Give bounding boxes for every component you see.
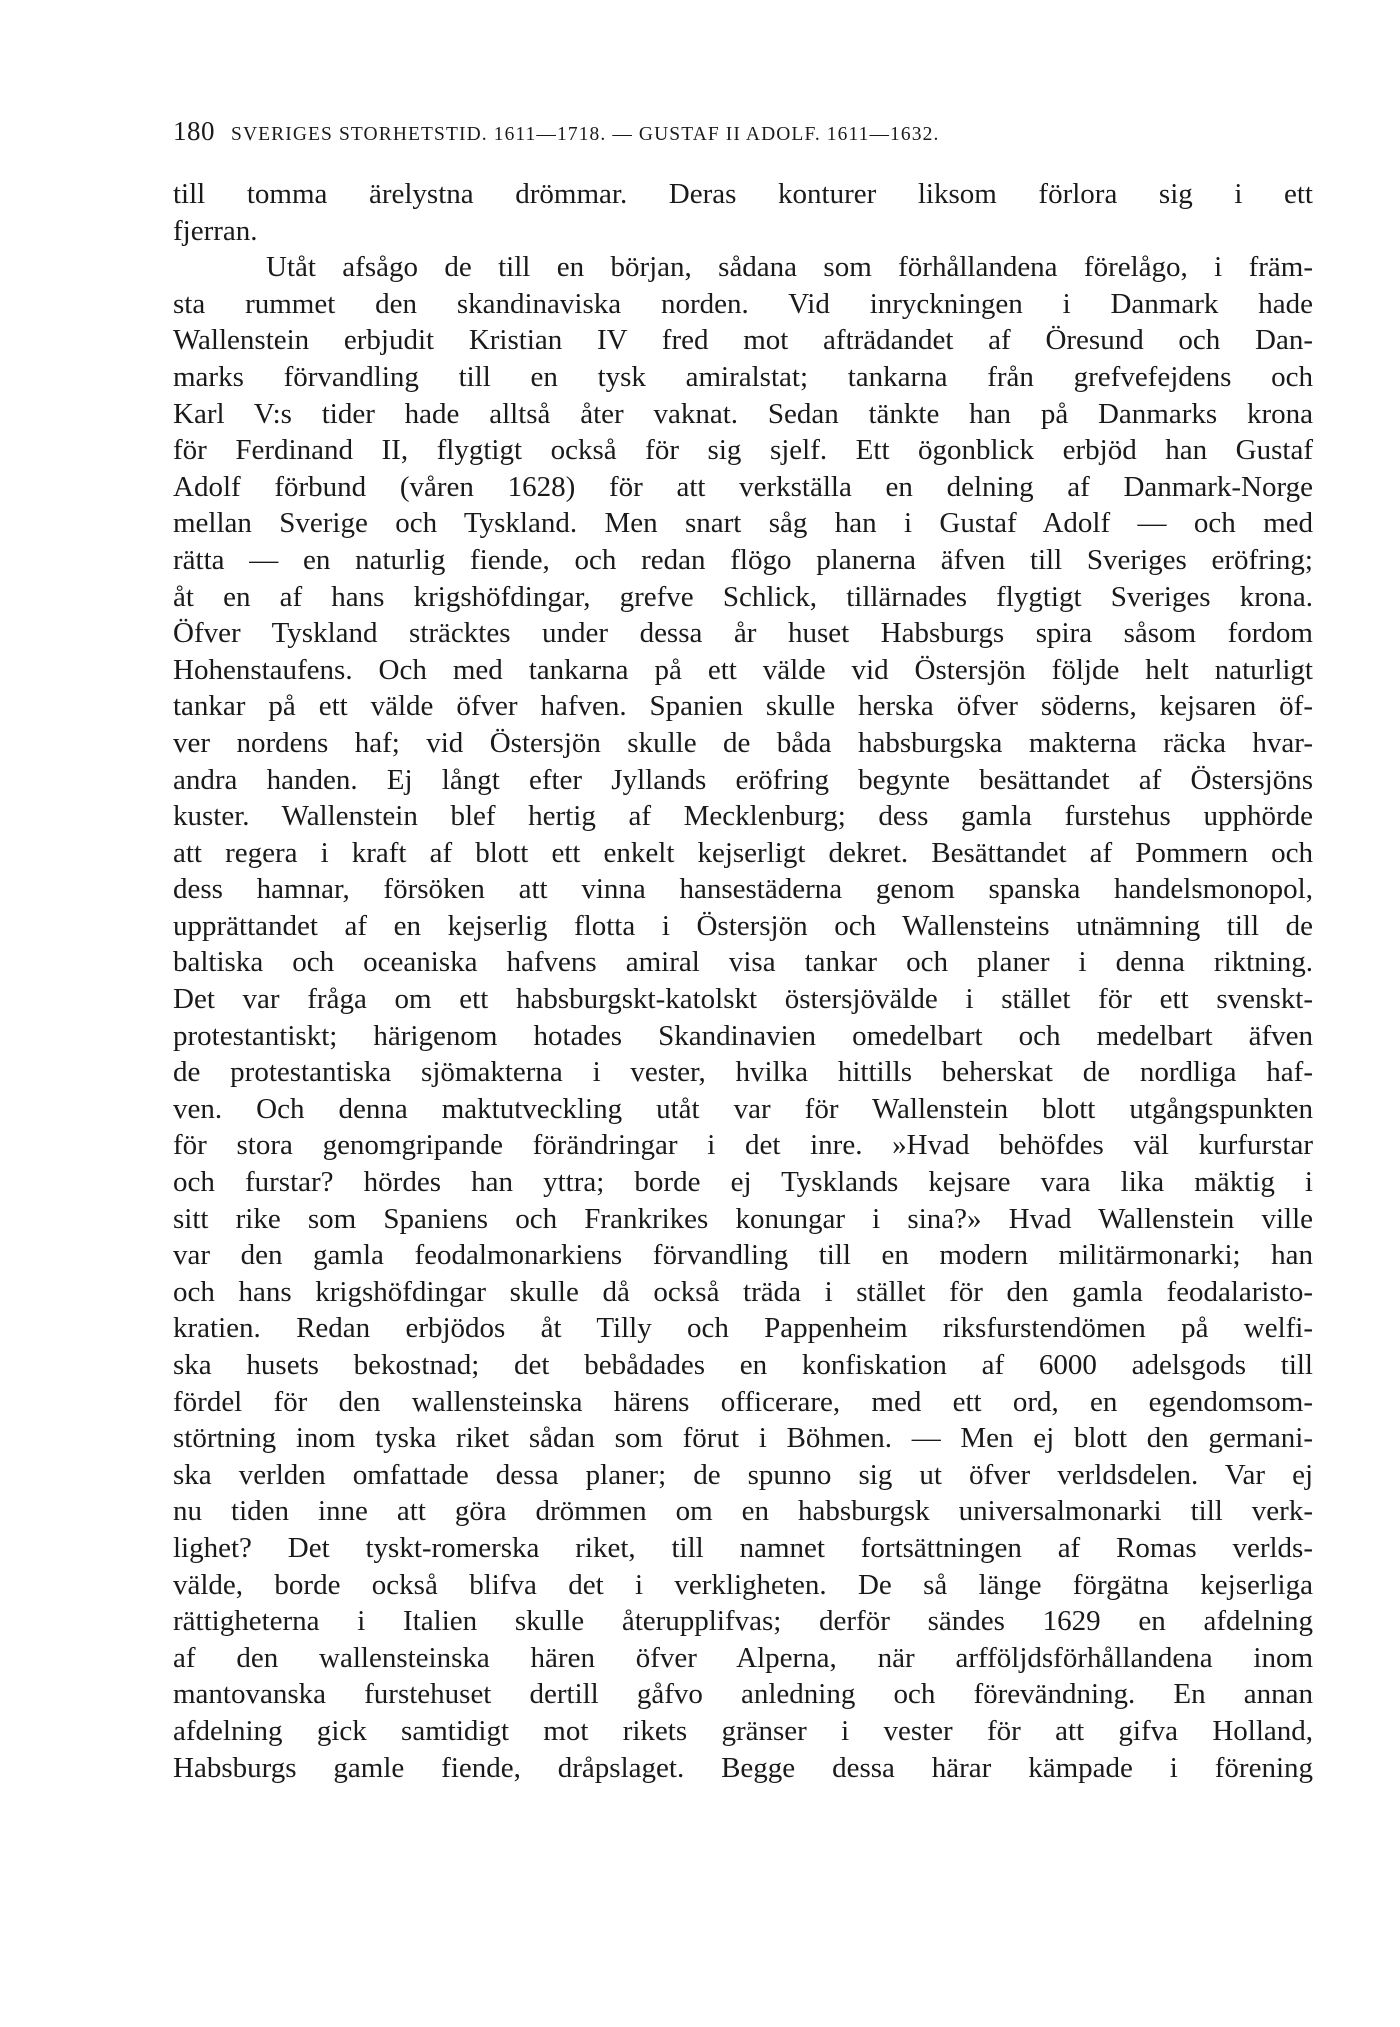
text-line: störtning inom tyska riket sådan som förut i Böhmen. — Men ej blott den germani- — [173, 1422, 1313, 1455]
text-line: de protestantiska sjömakterna i vester, hvilka hittills beherskat de nordliga haf- — [173, 1056, 1313, 1089]
text-line: fördel för den wallensteinska härens officerare, med ett ord, en egendomsom- — [173, 1385, 1313, 1418]
text-line: åt en af hans krigshöfdingar, grefve Schlick, tillärnades flygtigt Sveriges krona. — [173, 580, 1313, 613]
text-line: ska husets bekostnad; det bebådades en konfiskation af 6000 adelsgods till — [173, 1349, 1313, 1381]
body-text — [173, 176, 1313, 1786]
text-line: mellan Sverige och Tyskland. Men snart såg han i Gustaf Adolf — och med — [173, 507, 1313, 540]
running-title: SVERIGES STORHETSTID. 1611—1718. — GUSTAF II ADOLF. 1611—1632. — [231, 124, 940, 145]
text-line: mantovanska furstehuset dertill gåfvo anledning och förevändning. En annan — [173, 1678, 1313, 1711]
text-line: andra handen. Ej långt efter Jyllands eröfring begynte besättandet af Östersjöns — [173, 763, 1313, 796]
text-line: tankar på ett välde öfver hafven. Spanien skulle herska öfver söderns, kejsaren öf- — [173, 690, 1313, 723]
text-line: baltiska och oceaniska hafvens amiral visa tankar och planer i denna riktning. — [173, 946, 1313, 979]
text-line: för stora genomgripande förändringar i det inre. »Hvad behöfdes väl kurfurstar — [173, 1129, 1313, 1162]
text-line: Hohenstaufens. Och med tankarna på ett välde vid Östersjön följde helt naturligt — [173, 653, 1313, 686]
text-line: af den wallensteinska hären öfver Alperna, när arfföljdsförhållandena inom — [173, 1641, 1313, 1674]
text-line: Det var fråga om ett habsburgskt-katolskt östersjövälde i stället för ett svenskt- — [173, 983, 1313, 1016]
text-line: kratien. Redan erbjödos åt Tilly och Pappenheim riksfurstendömen på welfi- — [173, 1312, 1313, 1345]
text-line: nu tiden inne att göra drömmen om en habsburgsk universalmonarki till verk- — [173, 1495, 1313, 1528]
text-line: ver nordens haf; vid Östersjön skulle de båda habsburgska makterna räcka hvar- — [173, 726, 1313, 759]
text-line: till tomma ärelystna drömmar. Deras konturer liksom förlora sig i ett — [173, 178, 1313, 210]
text-line: protestantiskt; härigenom hotades Skandinavien omedelbart och medelbart äfven — [173, 1019, 1313, 1052]
text-line: marks förvandling till en tysk amiralstat; tankarna från grefvefejdens och — [173, 360, 1313, 393]
text-line: välde, borde också blifva det i verkligheten. De så länge förgätna kejserliga — [173, 1568, 1313, 1601]
text-line: rätta — en naturlig fiende, och redan flögo planerna äfven till Sveriges eröfring; — [173, 543, 1313, 576]
text-line: Öfver Tyskland sträcktes under dessa år huset Habsburgs spira såsom fordom — [173, 617, 1313, 650]
text-line: rättigheterna i Italien skulle återupplifvas; derför sändes 1629 en afdelning — [173, 1605, 1313, 1638]
text-line: sta rummet den skandinaviska norden. Vid inryckningen i Danmark hade — [173, 287, 1313, 320]
text-line: ven. Och denna maktutveckling utåt var för Wallenstein blott utgångspunkten — [173, 1092, 1313, 1125]
text-line: Karl V:s tider hade alltså åter vaknat. Sedan tänkte han på Danmarks krona — [173, 397, 1313, 430]
text-line: kuster. Wallenstein blef hertig af Mecklenburg; dess gamla furstehus upphörde — [173, 800, 1313, 833]
text-line: upprättandet af en kejserlig flotta i Östersjön och Wallensteins utnämning till de — [173, 909, 1313, 942]
text-line: Adolf förbund (våren 1628) för att verkställa en delning af Danmark-Norge — [173, 470, 1313, 503]
text-line: och hans krigshöfdingar skulle då också träda i stället för den gamla feodalaristo- — [173, 1275, 1313, 1308]
text-line: Wallenstein erbjudit Kristian IV fred mot afträdandet af Öresund och Dan- — [173, 324, 1313, 357]
text-line: fjerran. — [173, 214, 258, 247]
text-line: lighet? Det tyskt-romerska riket, till namnet fortsättningen af Romas verlds- — [173, 1531, 1313, 1564]
text-line: att regera i kraft af blott ett enkelt kejserligt dekret. Besättandet af Pommern och — [173, 836, 1313, 869]
text-line: var den gamla feodalmonarkiens förvandling till en modern militärmonarki; han — [173, 1239, 1313, 1272]
text-line: sitt rike som Spaniens och Frankrikes konungar i sina?» Hvad Wallenstein ville — [173, 1202, 1313, 1235]
running-header — [173, 116, 1253, 146]
text-line: afdelning gick samtidigt mot rikets gränser i vester för att gifva Holland, — [173, 1714, 1313, 1747]
text-line: för Ferdinand II, flygtigt också för sig sjelf. Ett ögonblick erbjöd han Gustaf — [173, 434, 1313, 467]
text-line: ska verlden omfattade dessa planer; de spunno sig ut öfver verldsdelen. Var ej — [173, 1458, 1313, 1491]
page-number: 180 — [173, 116, 215, 146]
paragraph-first-line: Utåt afsågo de till en början, sådana som förhållandena förelågo, i främ- — [266, 251, 1313, 284]
text-line: och furstar? hördes han yttra; borde ej Tysklands kejsare vara lika mäktig i — [173, 1166, 1313, 1199]
text-line: dess hamnar, försöken att vinna hansestäderna genom spanska handelsmonopol, — [173, 873, 1313, 906]
text-line: Habsburgs gamle fiende, dråpslaget. Begge dessa härar kämpade i förening — [173, 1751, 1313, 1784]
